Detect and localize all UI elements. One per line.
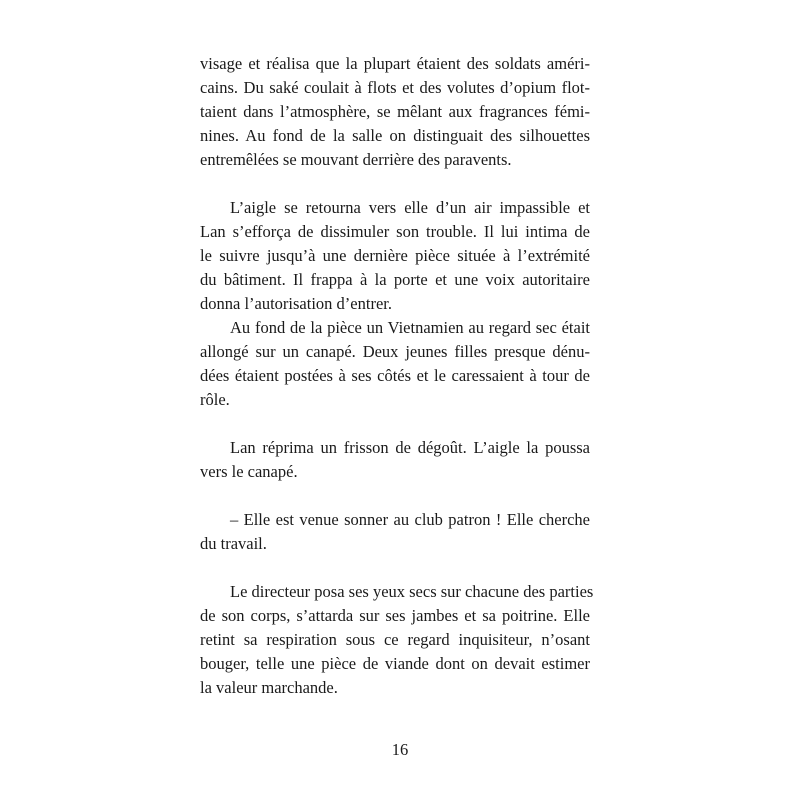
paragraph [200,508,590,556]
text-line: L’aigle se retourna vers elle d’un air impassible et [230,198,590,217]
paragraph [200,580,594,700]
text-line: Lan s’efforça de dissimuler son trouble. Il lui intima de [200,222,590,241]
text-line: cains. Du saké coulait à flots et des volutes d’opium flot- [200,78,590,97]
text-line: Au fond de la pièce un Vietnamien au regard sec était [230,318,590,337]
text-line: donna l’autorisation d’entrer. [200,294,392,313]
book-page-body [200,52,594,700]
text-line: allongé sur un canapé. Deux jeunes filles presque dénu- [200,342,590,361]
text-line: Lan réprima un frisson de dégoût. L’aigle la poussa [230,438,590,457]
text-line: du bâtiment. Il frappa à la porte et une voix autoritaire [200,270,590,289]
paragraph-gap [200,412,590,436]
paragraph [200,316,590,412]
paragraph [200,52,590,172]
text-line: le suivre jusqu’à une dernière pièce située à l’extrémité [200,246,590,265]
text-line: – Elle est venue sonner au club patron ! Elle cherche [230,510,590,529]
text-line: du travail. [200,534,267,553]
text-line: nines. Au fond de la salle on distinguait des silhouettes [200,126,590,145]
text-line: de son corps, s’attarda sur ses jambes et sa poitrine. Elle [200,606,590,625]
text-line: rôle. [200,390,230,409]
text-line: retint sa respiration sous ce regard inquisiteur, n’osant [200,630,590,649]
text-line: visage et réalisa que la plupart étaient des soldats améri- [200,54,590,73]
paragraph-gap [200,484,590,508]
text-line: la valeur marchande. [200,678,338,697]
text-line: entremêlées se mouvant derrière des paravents. [200,150,512,169]
page-number: 16 [391,740,409,759]
paragraph [200,436,590,484]
text-line: Le directeur posa ses yeux secs sur chacune des parties [230,582,594,601]
paragraph [200,196,590,316]
paragraph-gap [200,556,590,580]
paragraph-gap [200,172,590,196]
text-line: taient dans l’atmosphère, se mêlant aux fragrances fémi- [200,102,590,121]
text-line: bouger, telle une pièce de viande dont on devait estimer [200,654,590,673]
text-line: dées étaient postées à ses côtés et le caressaient à tour de [200,366,590,385]
text-line: vers le canapé. [200,462,298,481]
